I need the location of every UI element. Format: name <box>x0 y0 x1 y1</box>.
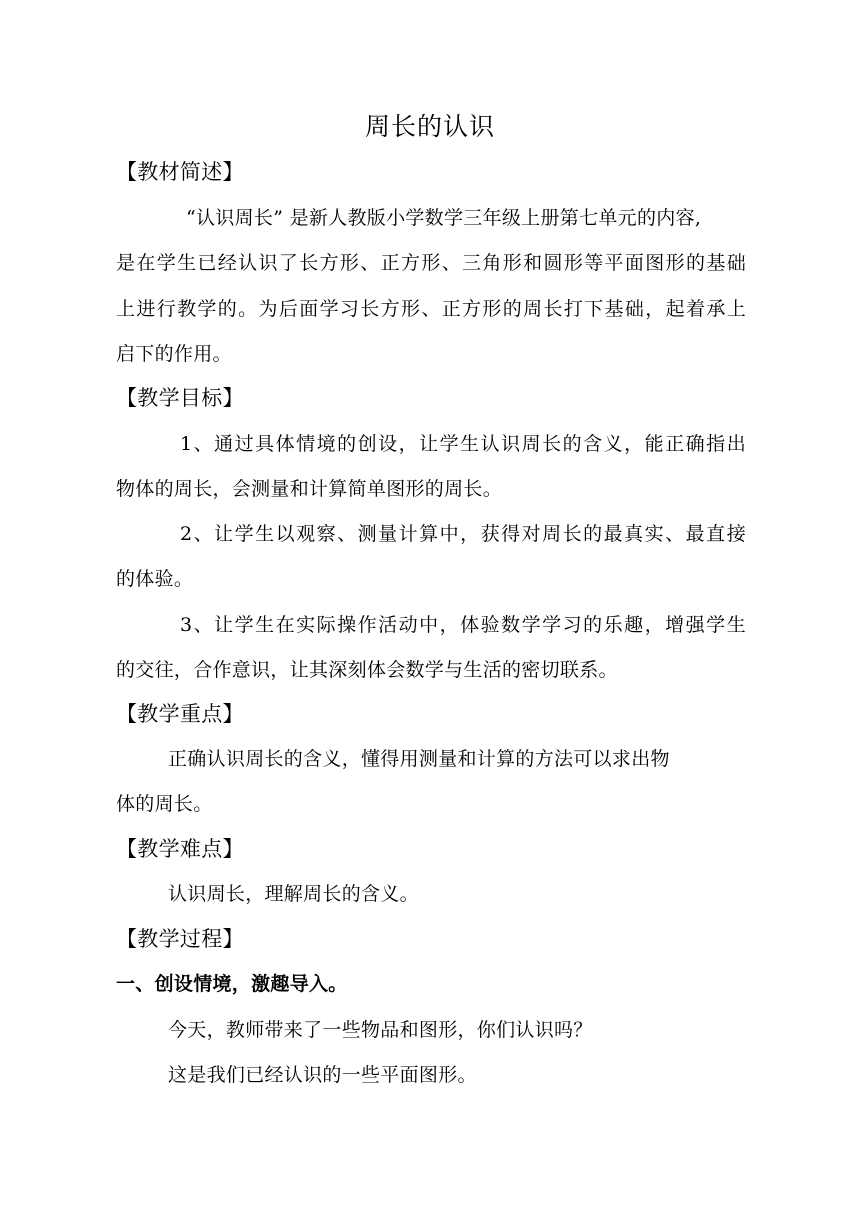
paragraph-line: 启下的作用。 <box>116 343 232 365</box>
section-heading-difficulties: 【教学难点】 <box>116 837 244 861</box>
paragraph-line: 这是我们已经认识的一些平面图形。 <box>168 1064 477 1086</box>
paragraph-line: 今天，教师带来了一些物品和图形，你们认识吗？ <box>168 1019 593 1041</box>
section-heading-process: 【教学过程】 <box>116 927 244 951</box>
paragraph-line: “认识周长” 是新人教版小学数学三年级上册第七单元的内容, <box>186 207 702 229</box>
section-heading-materials: 【教材简述】 <box>116 160 244 184</box>
paragraph-line: 上进行教学的。为后面学习长方形、正方形的周长打下基础，起着承上 <box>116 298 746 320</box>
goal-item-line: 物体的周长，会测量和计算简单图形的周长。 <box>116 478 503 500</box>
section-heading-goals: 【教学目标】 <box>116 386 244 410</box>
process-step-title: 一、创设情境，激趣导入。 <box>116 973 348 995</box>
goal-item-line: 1、通过具体情境的创设，让学生认识周长的含义，能正确指出 <box>180 433 746 455</box>
paragraph-line: 是在学生已经认识了长方形、正方形、三角形和圆形等平面图形的基础 <box>116 252 746 274</box>
section-heading-key-points: 【教学重点】 <box>116 702 244 726</box>
paragraph-line: 认识周长，理解周长的含义。 <box>168 883 419 905</box>
goal-item-line: 的体验。 <box>116 568 194 590</box>
paragraph-line: 正确认识周长的含义，懂得用测量和计算的方法可以求出物 <box>168 748 670 770</box>
paragraph-line: 体的周长。 <box>116 793 213 815</box>
goal-item-line: 2、让学生以观察、测量计算中，获得对周长的最真实、最直接 <box>180 523 746 545</box>
goal-item-line: 的交往，合作意识，让其深刻体会数学与生活的密切联系。 <box>116 659 618 681</box>
goal-item-line: 3、让学生在实际操作活动中，体验数学学习的乐趣，增强学生 <box>180 614 746 636</box>
document-title: 周长的认识 <box>364 112 495 141</box>
